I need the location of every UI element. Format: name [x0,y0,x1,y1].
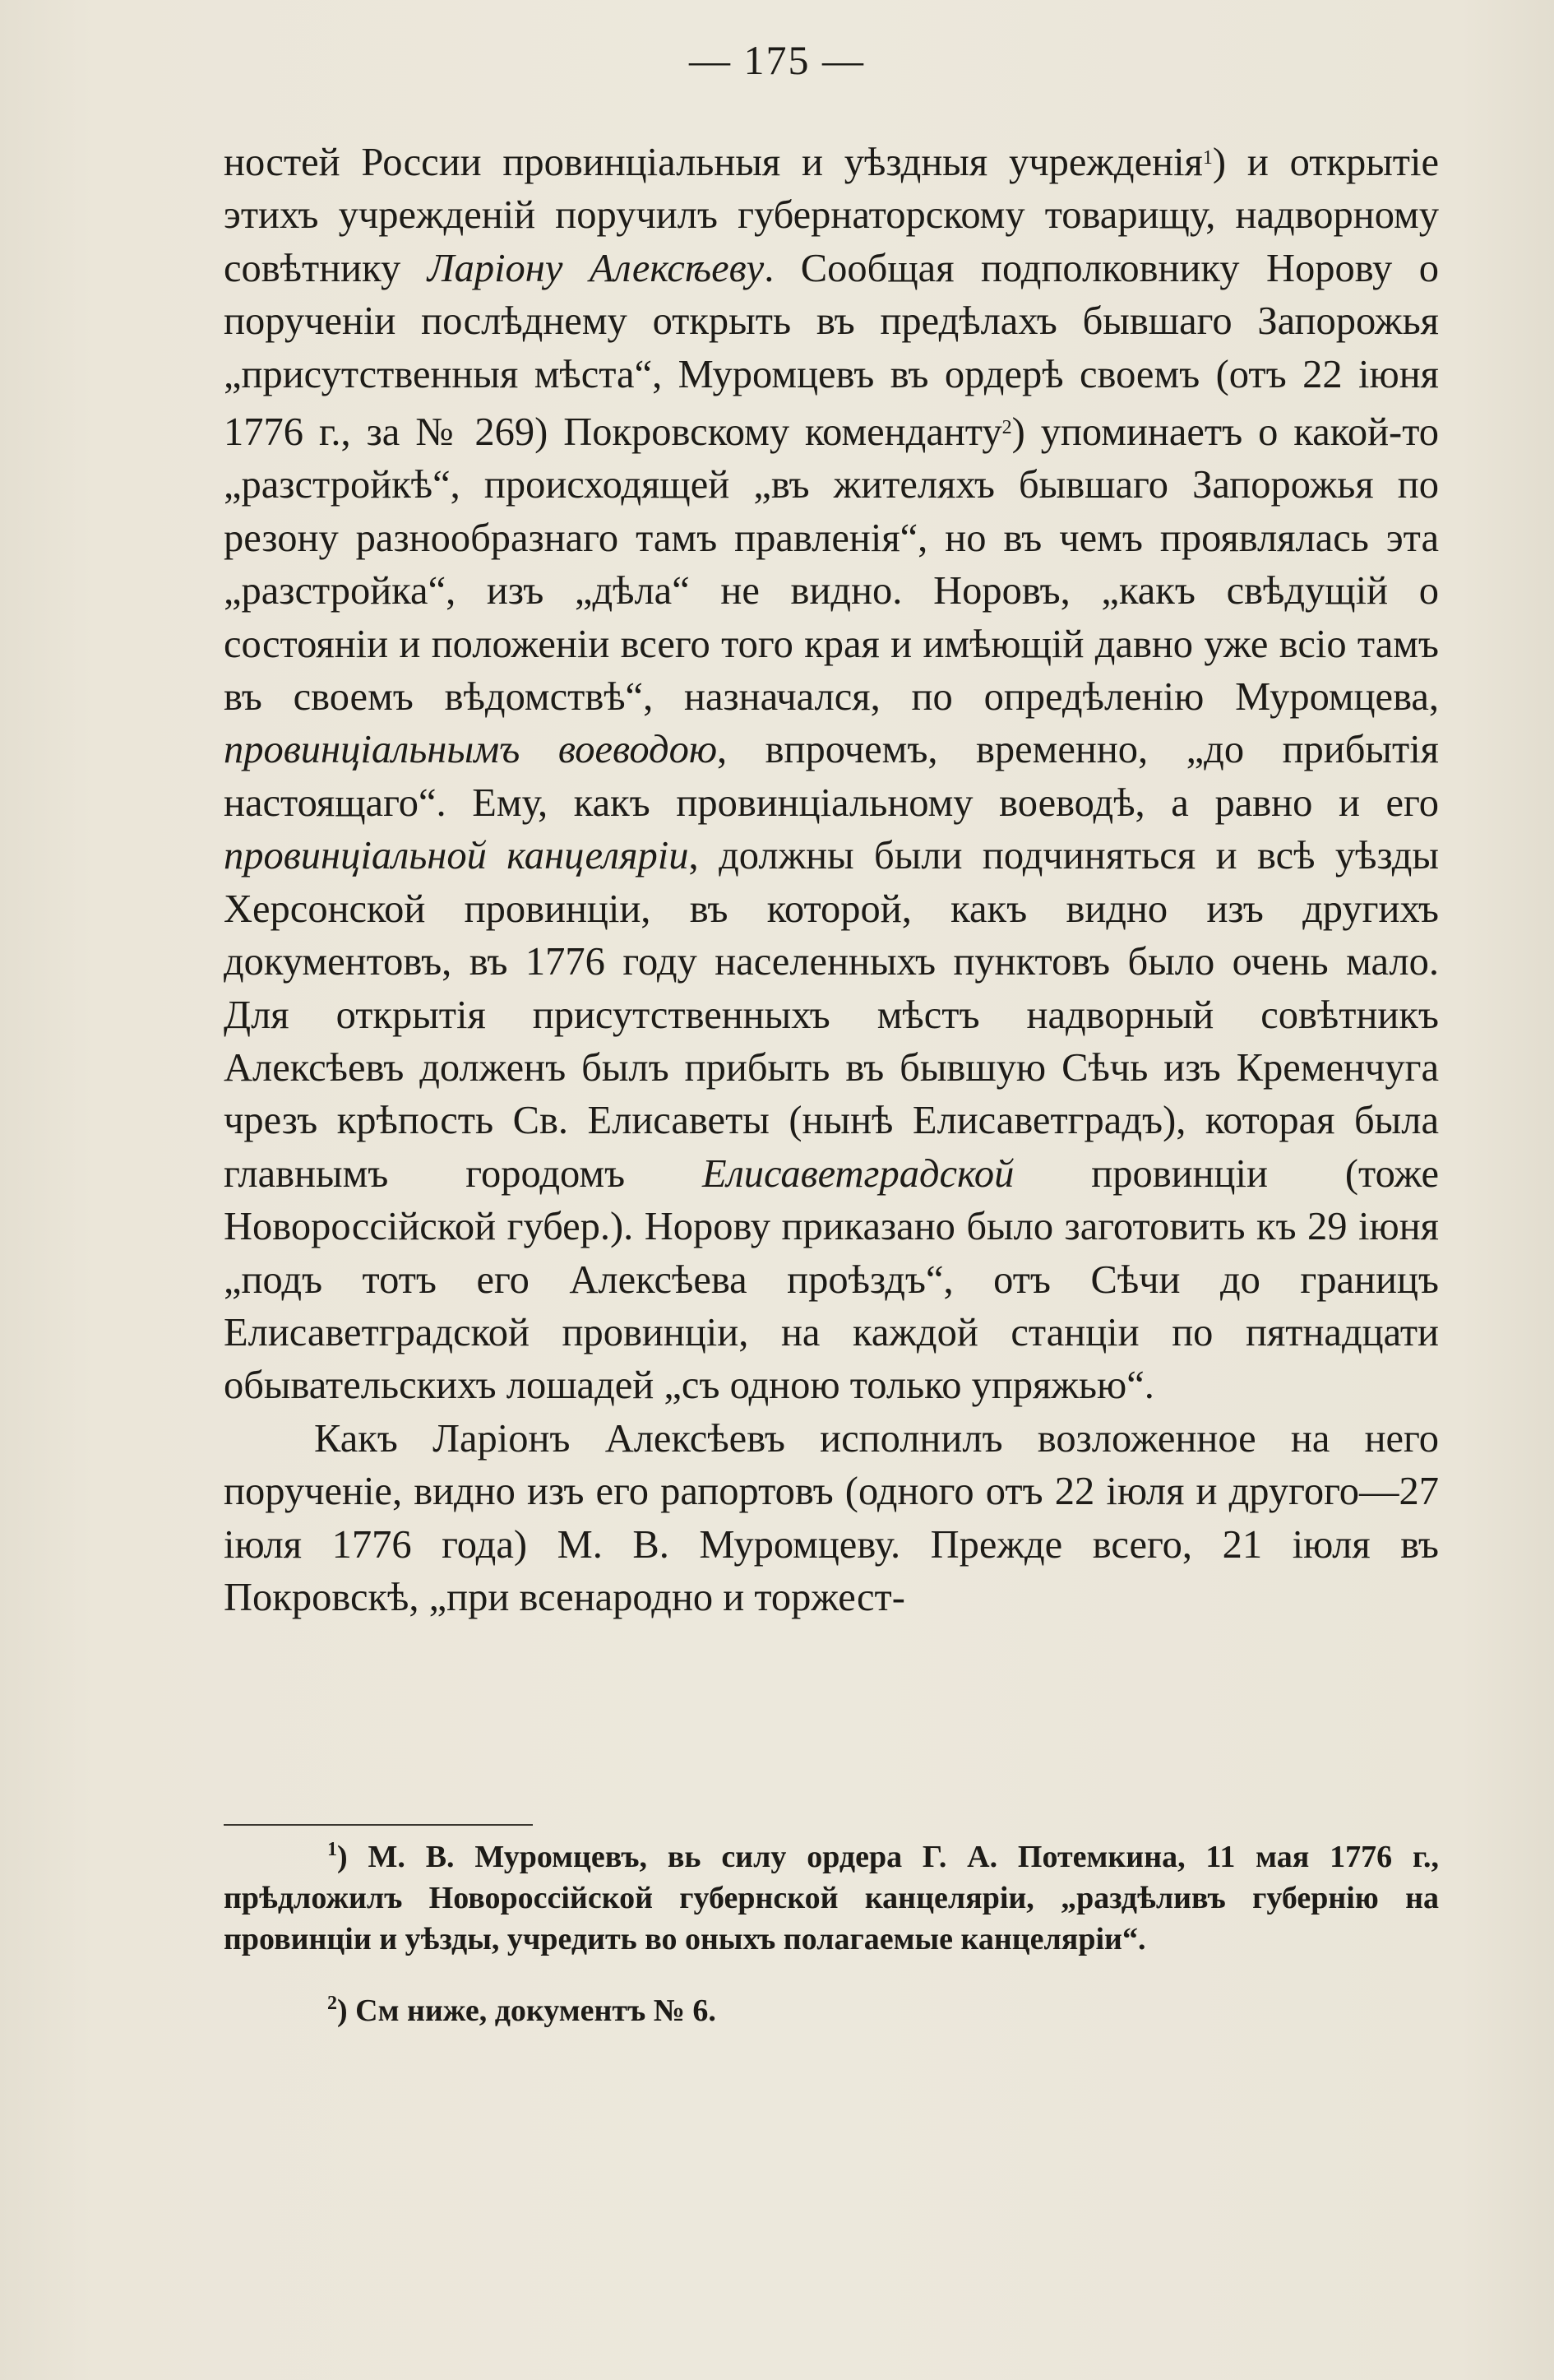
footnote-1-mark: 1 [327,1839,337,1860]
term-provincial-chancery: провинціальной канцеляріи [224,834,689,878]
paragraph-1 [224,132,1439,1413]
footnote-ref-2: 2 [1001,417,1012,439]
paragraph-1-part-11: провинціи (тоже Новороссійской губер.). Норову приказано было заготовить къ 29 іюня „подъ тотъ его Алексѣева проѣздъ“, отъ Сѣчи до границъ Елисаветградской провинціи, на каждой станціи по пятнадцати обывательскихъ лошадей „съ одною только упряжью“. [224,1151,1440,1408]
name-larion-alekseev: Ларіону Алексѣеву [427,246,765,290]
paragraph-1-part-1: ностей России провинціальныя и уѣздныя учрежденія [224,141,1203,184]
main-text [224,132,1439,1624]
paragraph-1-part-9: , должны были подчиняться и всѣ уѣзды Херсонской провинціи, въ которой, какъ видно изъ другихъ документовъ, въ 1776 году населенныхъ пунктовъ было очень мало. Для открытія присутственныхъ мѣстъ надворный совѣтникъ Алексѣевъ долженъ былъ прибыть въ бывшую Сѣчь изъ Кременчуга чрезъ крѣпость Св. Елисаветы (нынѣ Елисаветградъ), которая была главнымъ городомъ [224,834,1439,1196]
footnote-separator [224,1824,533,1826]
paragraph-2: Какъ Ларіонъ Алексѣевъ исполнилъ возложенное на него порученіе, видно изъ его рапортовъ (одного отъ 22 іюля и другого—27 іюля 1776 года) М. В. Муромцеву. Прежде всего, 21 іюля въ Покровскѣ, „при всенародно и торжест- [224,1416,1439,1619]
footnote-2 [224,1983,1439,2031]
paragraph-1-part-5: ) упоминаетъ о какой-то „разстройкѣ“, происходящей „въ жителяхъ бывшаго Запорожья по резону разнообразнаго тамъ правленія“, но въ чемъ проявлялась эта „разстройка“, изъ „дѣла“ не видно. Норовъ, „какъ свѣдущій о состояніи и положеніи всего того края и имѣющій давно уже всіо тамъ въ своемъ вѣдомствѣ“, назначался, по опредѣленію Муромцева, [224,410,1439,720]
footnote-2-mark: 2 [327,1993,337,2014]
footnote-1 [224,1829,1439,1960]
footnote-2-text: ) См ниже, документъ № 6. [337,1993,716,2028]
page-number: — 175 — [689,37,865,83]
paragraph-1-part-4: . Сообщая подполковнику Норову о порученіи послѣднему открыть въ предѣлахъ бывшаго Запорожья „присутственныя мѣста“, Муромцевъ въ ордерѣ своемъ (отъ 22 іюня 1776 г., за № 269) Покровскому коменданту [224,246,1439,455]
paragraph-1-part-2: ) и открытіе этихъ учрежденій поручилъ губернаторскому товарищу, надворному совѣтнику [224,141,1439,290]
footnotes [224,1829,1439,2031]
footnote-1-text: ) М. В. Муромцевъ, вь силу ордера Г. А. Потемкина, 11 мая 1776 г., прѣдложилъ Новороссійской губернской канцеляріи, „раздѣливъ губернію на провинціи и уѣзды, учредить во оныхъ полагаемые канцеляріи“. [224,1840,1439,1956]
footnote-ref-1: 1 [1202,147,1213,169]
paragraph-1-part-7: , впрочемъ, временно, „до прибытія настоящаго“. Ему, какъ провинціальному воеводѣ, а равно и его [224,728,1439,825]
term-elisavetgrad-province: Елисаветградской [702,1151,1015,1196]
term-provincial-voevoda: провинціальнымъ воеводою [224,728,718,772]
